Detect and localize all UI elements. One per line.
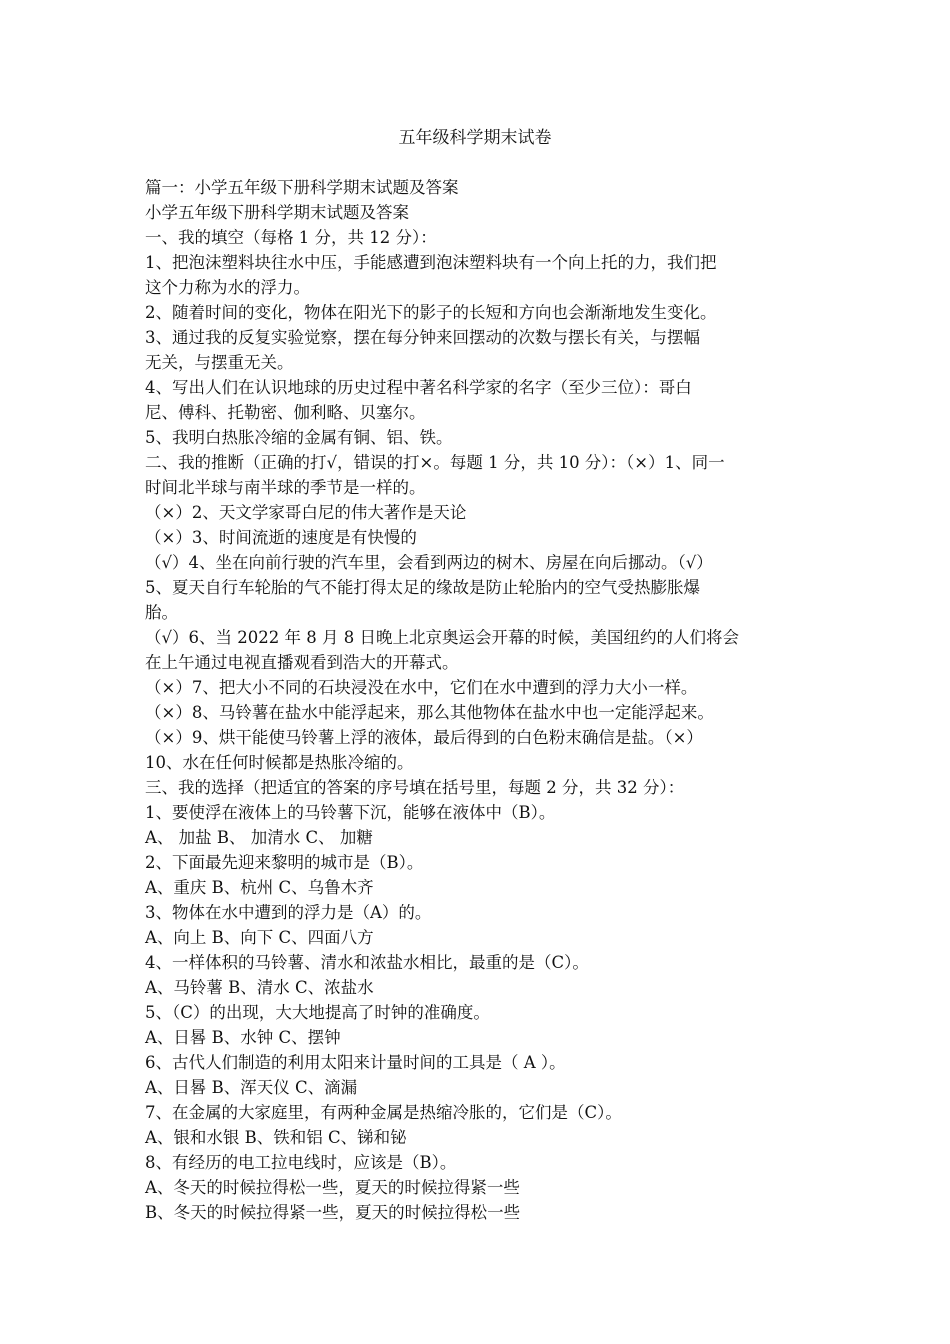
- text-line: 1、要使浮在液体上的马铃薯下沉，能够在液体中（B）。: [145, 803, 556, 822]
- text-line: 7、在金属的大家庭里，有两种金属是热缩冷胀的，它们是（C）。: [145, 1103, 622, 1122]
- text-line: 这个力称为水的浮力。: [145, 278, 310, 297]
- document-body: [145, 175, 810, 1225]
- text-line: B、冬天的时候拉得紧一些，夏天的时候拉得松一些: [145, 1203, 521, 1222]
- text-line: （√）4、坐在向前行驶的汽车里，会看到两边的树木、房屋在向后挪动。（√）: [145, 553, 713, 572]
- text-line: 无关，与摆重无关。: [145, 353, 294, 372]
- text-line: 胎。: [145, 603, 178, 622]
- text-line: 三、我的选择（把适宜的答案的序号填在括号里，每题 2 分，共 32 分）：: [145, 778, 685, 797]
- document-title: 五年级科学期末试卷: [398, 128, 552, 148]
- text-line: 4、一样体积的马铃薯、清水和浓盐水相比，最重的是（C）。: [145, 953, 589, 972]
- text-line: 5、我明白热胀冷缩的金属有铜、铝、铁。: [145, 428, 453, 447]
- text-line: 一、我的填空（每格 1 分，共 12 分）：: [145, 228, 437, 247]
- text-line: 二、我的推断（正确的打√，错误的打×。每题 1 分，共 10 分）：（×）1、同一: [145, 453, 725, 472]
- text-line: A、日晷 B、水钟 C、摆钟: [145, 1028, 341, 1047]
- text-line: 10、水在任何时候都是热胀冷缩的。: [145, 753, 414, 772]
- text-line: 4、写出人们在认识地球的历史过程中著名科学家的名字（至少三位）：哥白: [145, 378, 692, 397]
- text-line: （×）8、马铃薯在盐水中能浮起来，那么其他物体在盐水中也一定能浮起来。: [145, 703, 714, 722]
- text-line: （×）3、时间流逝的速度是有快慢的: [145, 528, 417, 547]
- text-line: （×）7、把大小不同的石块浸没在水中，它们在水中遭到的浮力大小一样。: [145, 678, 698, 697]
- text-line: 小学五年级下册科学期末试题及答案: [145, 203, 409, 222]
- text-line: 8、有经历的电工拉电线时，应该是（B）。: [145, 1153, 457, 1172]
- text-line: A、银和水银 B、铁和铝 C、锑和铋: [145, 1128, 407, 1147]
- text-line: 在上午通过电视直播观看到浩大的开幕式。: [145, 653, 459, 672]
- text-line: A、向上 B、向下 C、四面八方: [145, 928, 374, 947]
- text-line: 5、（C）的出现，大大地提高了时钟的准确度。: [145, 1003, 490, 1022]
- text-line: 2、下面最先迎来黎明的城市是（B）。: [145, 853, 424, 872]
- text-line: （√）6、当 2022 年 8 月 8 日晚上北京奥运会开幕的时候，美国纽约的人们将会: [145, 628, 739, 647]
- text-line: A、马铃薯 B、清水 C、浓盐水: [145, 978, 374, 997]
- text-line: 1、把泡沫塑料块往水中压，手能感遭到泡沫塑料块有一个向上托的力，我们把: [145, 253, 717, 272]
- text-line: A、冬天的时候拉得松一些，夏天的时候拉得紧一些: [145, 1178, 520, 1197]
- text-line: 3、通过我的反复实验觉察，摆在每分钟来回摆动的次数与摆长有关，与摆幅: [145, 328, 700, 347]
- text-line: 2、随着时间的变化，物体在阳光下的影子的长短和方向也会渐渐地发生变化。: [145, 303, 717, 322]
- text-line: A、 加盐 B、 加清水 C、 加糖: [145, 828, 373, 847]
- text-line: 3、物体在水中遭到的浮力是（A）的。: [145, 903, 432, 922]
- text-line: A、重庆 B、杭州 C、乌鲁木齐: [145, 878, 374, 897]
- text-line: （×）9、烘干能使马铃薯上浮的液体，最后得到的白色粉末确信是盐。（×）: [145, 728, 703, 747]
- text-line: （×）2、天文学家哥白尼的伟大著作是天论: [145, 503, 467, 522]
- text-line: 时间北半球与南半球的季节是一样的。: [145, 478, 426, 497]
- text-line: 6、古代人们制造的利用太阳来计量时间的工具是（ A ）。: [145, 1053, 566, 1072]
- text-line: A、日晷 B、浑天仪 C、滴漏: [145, 1078, 358, 1097]
- text-line: 5、夏天自行车轮胎的气不能打得太足的缘故是防止轮胎内的空气受热膨胀爆: [145, 578, 700, 597]
- text-line: 尼、傅科、托勒密、伽利略、贝塞尔。: [145, 403, 426, 422]
- text-line: 篇一：小学五年级下册科学期末试题及答案: [145, 178, 459, 197]
